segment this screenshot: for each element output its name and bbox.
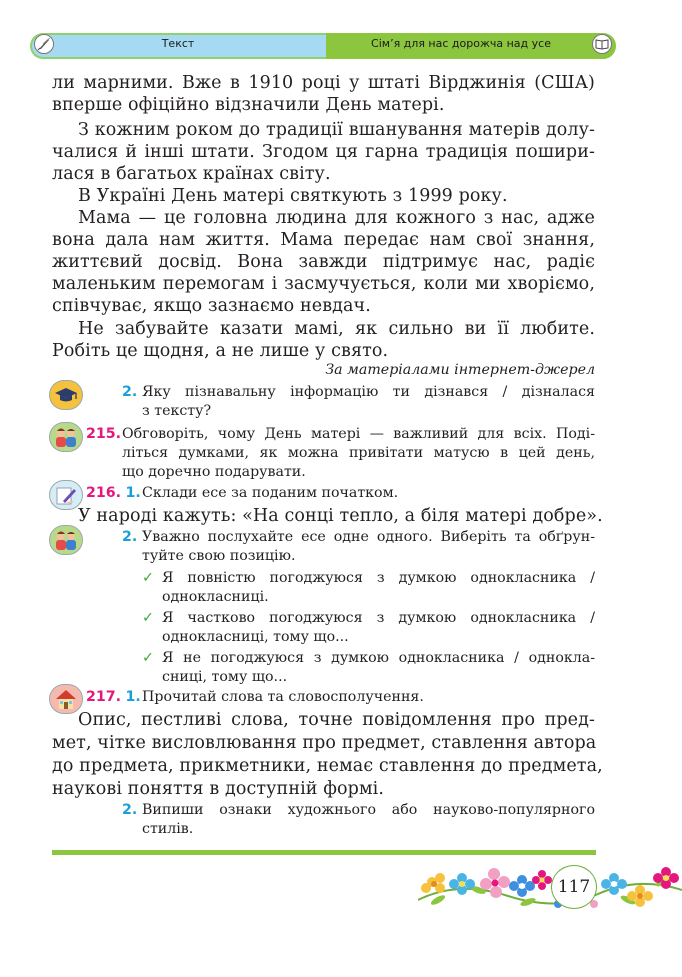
task-text: туйте свою позицію. [142, 548, 296, 564]
task-number: 2. [122, 529, 138, 545]
exercise-text: Обговоріть, чому День матері — важливий для всіх. Поді- [122, 426, 595, 442]
text-source: За матеріалами інтернет-джерел [325, 362, 595, 378]
text-line: співчуває, якщо зазнаємо невдач. [52, 296, 371, 316]
option-text: однокласниці, тому що... [162, 629, 349, 645]
exercise-number: 217. [86, 689, 122, 705]
text-line: маленьким перемогам і засмучується, коли ми хворіємо, [52, 274, 595, 294]
graduation-cap-icon [49, 380, 83, 410]
check-icon: ✓ [142, 610, 154, 626]
exercise-number: 215. [86, 426, 122, 442]
task-text: Яку пізнавальну інформацію ти дізнався / дізналася [142, 384, 595, 400]
text-line: чалися й інші штати. Згодом ця гарна традиція пошири- [52, 142, 595, 162]
text-line: вона дала нам життя. Мама передає нам свої знання, [52, 230, 595, 250]
text-line: Не забувайте казати мамі, як сильно ви її любите. [78, 319, 595, 339]
text-line: З кожним роком до традиції вшанування матерів долу- [78, 120, 595, 140]
task-text: Склади есе за поданим початком. [142, 485, 399, 501]
option-text: Я повністю погоджуюся з думкою однокласника / [162, 570, 595, 586]
pair-work-icon [49, 422, 83, 452]
option-text: сниці, тому що... [162, 669, 288, 685]
task-number: 2. [122, 384, 138, 400]
text-line: вперше офіційно відзначили День матері. [52, 95, 445, 115]
text-line: лася в багатьох країнах світу. [52, 164, 331, 184]
task-text: Уважно послухайте есе одне одного. Виберіть та обґрун- [142, 529, 595, 545]
option-text: Я не погоджуюся з думкою однокласника / однокла- [162, 650, 595, 666]
task-text: Прочитай слова та словосполучення. [142, 689, 424, 705]
exercise-text: літься думками, як можна привітати матусю в цей день, [122, 445, 595, 461]
task-number: 1. [125, 689, 141, 705]
text-line: життєвий досвід. Вона завжди підтримує нас, радіє [52, 252, 595, 272]
bottom-divider [52, 850, 596, 855]
option-text: однокласниці. [162, 589, 269, 605]
task-text: з тексту? [142, 403, 212, 419]
exercise-quote: У народі кажуть: «На сонці тепло, а біля матері добре». [78, 506, 603, 526]
task-text: стилів. [142, 821, 194, 837]
text-line: наукові поняття в доступній формі. [52, 779, 385, 799]
task-number: 2. [122, 802, 138, 818]
header-section-title: Текст [161, 37, 195, 50]
check-icon: ✓ [142, 650, 154, 666]
task-number: 1. [125, 485, 141, 501]
text-line: мет, чітке висловлювання про предмет, ставлення автора [52, 733, 597, 753]
text-line: до предмета, прикметники, немає ставлення до предмета, [52, 756, 603, 776]
check-icon: ✓ [142, 570, 154, 586]
text-line: В Україні День матері святкують з 1999 року. [78, 186, 508, 206]
exercise-number: 216. [86, 485, 122, 501]
text-line: Мама — це головна людина для кожного з нас, адже [78, 208, 595, 228]
text-line: ли марними. Вже в 1910 році у штаті Вірджинія (США) [52, 73, 595, 93]
text-line: Робіть це щодня, а не лише у свято. [52, 341, 389, 361]
task-text: Випиши ознаки художнього або науково-популярного [142, 802, 595, 818]
option-text: Я частково погоджуюся з думкою однокласника / [162, 610, 595, 626]
text-line: Опис, пестливі слова, точне повідомлення про пред- [78, 710, 595, 730]
flower-decoration-icon [418, 860, 682, 916]
page-number: 117 [551, 865, 597, 909]
pair-work-icon [49, 525, 83, 555]
exercise-text: що доречно подарувати. [122, 464, 306, 480]
header-chapter-title: Сім’я для нас дорожча над усе [371, 37, 551, 50]
open-book-icon [592, 34, 612, 54]
page-header [30, 33, 616, 59]
